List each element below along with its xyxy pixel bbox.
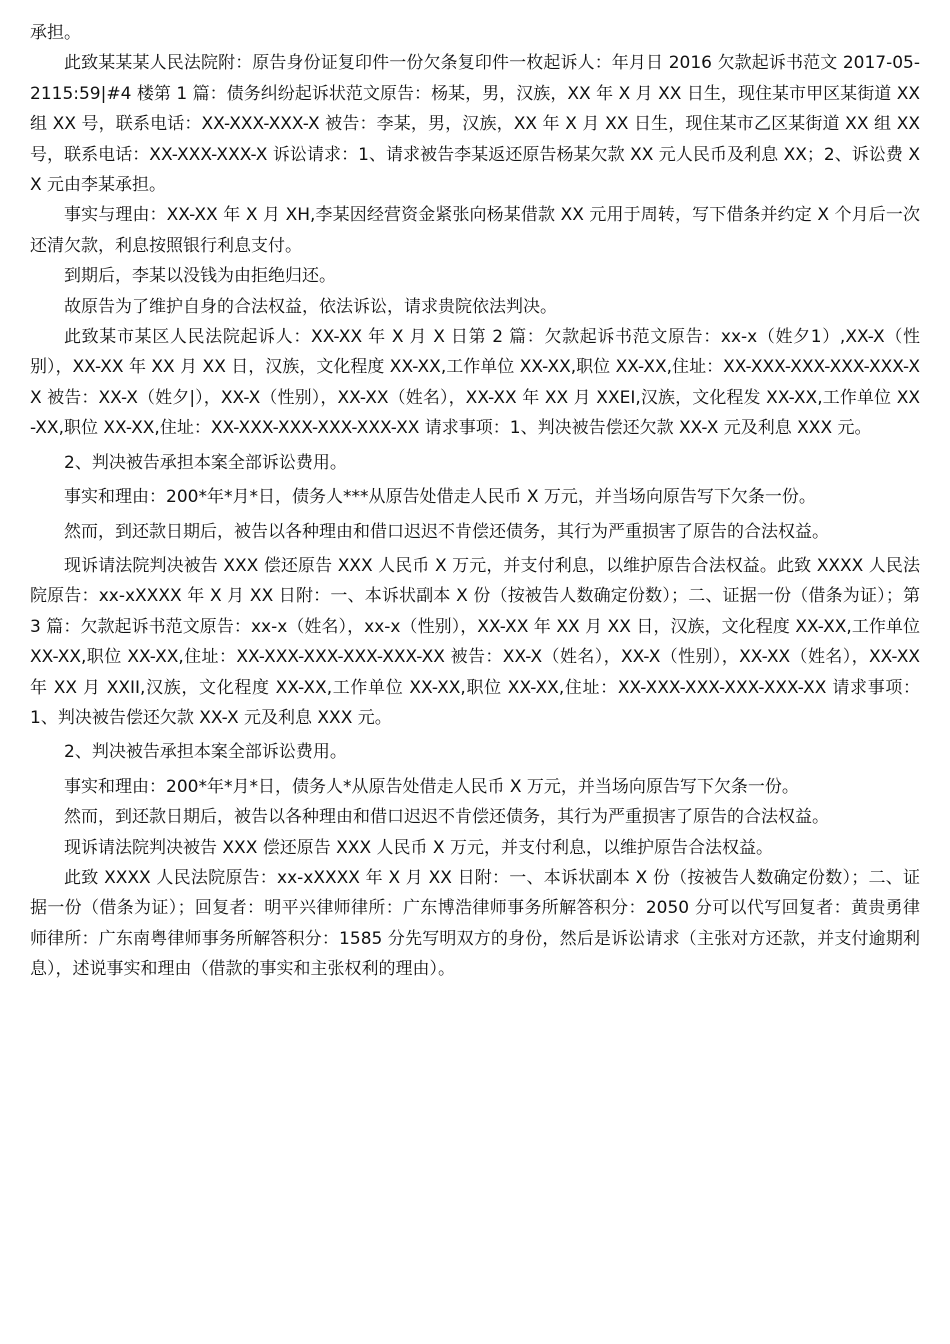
paragraph-8: 事实和理由：200*年*月*日，债务人***从原告处借走人民币 X 万元，并当场向原告写下欠条一份。 (64, 487, 816, 508)
paragraph-10: 现诉请法院判决被告 XXX 偿还原告 XXX 人民币 X 万元，并支付利息，以维护原告合法权益。此致 XXXX 人民法院原告：xx-xXXXX 年 X 月 XX 日附：一、本诉状副本 X 份（按被告人数确定份数）；二、证据一份（借条为证）；第 3 篇：欠款起诉书范文原告：xx-x（姓名），xx-x（性别），XX-XX 年 XX 月 XX 日，汉族，文化程度 XX-XX,工作单位 XX-XX,职位 XX-XX,住址：XX-XXX-XXX-XXX-XXX-XX 被告：XX-X（姓名），XX-X（性别），XX-XX（姓名），XX-XX 年 XX 月 XXII,汉族，文化程度 XX-XX,工作单位 XX-XX,职位 XX-XX,住址：XX-XXX-XXX-XXX-XXX-XX 请求事项：1、判决被告偿还欠款 XX-X 元及利息 XXX 元。 (30, 555, 920, 728)
paragraph-4: 到期后，李某以没钱为由拒绝归还。 (64, 266, 336, 287)
paragraph-11: 2、判决被告承担本案全部诉讼费用。 (64, 742, 347, 763)
paragraph-15: 此致 XXXX 人民法院原告：xx-xXXXX 年 X 月 XX 日附：一、本诉状副本 X 份（按被告人数确定份数）；二、证据一份（借条为证）；回复者：明平兴律师律所：广东博浩律师事务所解答积分：2050 分可以代写回复者：黄贵勇律师律所：广东南粤律师事务所解答积分：1585 分先写明双方的身份，然后是诉讼请求（主张对方还款，并支付逾期利息），述说事实和理由（借款的事实和主张权利的理由）。 (30, 867, 920, 980)
paragraph-7: 2、判决被告承担本案全部诉讼费用。 (64, 452, 347, 473)
paragraph-1: 承担。 (30, 23, 81, 43)
paragraph-13: 然而，到还款日期后，被告以各种理由和借口迟迟不肯偿还债务，其行为严重损害了原告的合法权益。 (64, 807, 829, 828)
paragraph-3: 事实与理由：XX-XX 年 X 月 XH,李某因经营资金紧张向杨某借款 XX 元用于周转，写下借条并约定 X 个月后一次还清欠款，利息按照银行利息支付。 (30, 205, 920, 256)
paragraph-6: 此致某市某区人民法院起诉人：XX-XX 年 X 月 X 日第 2 篇：欠款起诉书范文原告：xx-x（姓夕1）,XX-X（性别），XX-XX 年 XX 月 XX 日，汉族，文化程度 XX-XX,工作单位 XX-XX,职位 XX-XX,住址：XX-XXX-XXX-XXX-XXX-XX 被告：XX-X（姓夕|），XX-X（性别），XX-XX（姓名），XX-XX 年 XX 月 XXEI,汉族，文化程发 XX-XX,工作单位 XX-XX,职位 XX-XX,住址：XX-XXX-XXX-XXX-XXX-XX 请求事项：1、判决被告偿还欠款 XX-X 元及利息 XXX 元。 (30, 327, 920, 439)
paragraph-12: 事实和理由：200*年*月*日，债务人*从原告处借走人民币 X 万元，并当场向原告写下欠条一份。 (64, 776, 799, 797)
document-body (30, 18, 920, 985)
paragraph-2: 此致某某某人民法院附：原告身份证复印件一份欠条复印件一枚起诉人：年月日 2016 欠款起诉书范文 2017-05-2115:59|#4 楼第 1 篇：债务纠纷起诉状范文原告：杨某，男，汉族，XX 年 X 月 XX 日生，现住某市甲区某街道 XX 组 XX 号，联系电话：XX-XXX-XXX-X 被告：李某，男，汉族，XX 年 X 月 XX 日生，现住某市乙区某街道 XX 组 XX 号，联系电话：XX-XXX-XXX-X 诉讼请求：1、请求被告李某返还原告杨某欠款 XX 元人民币及利息 XX；2、诉讼费 XX 元由李某承担。 (30, 53, 920, 196)
paragraph-5: 故原告为了维护自身的合法权益，依法诉讼，请求贵院依法判决。 (64, 296, 557, 317)
paragraph-14: 现诉请法院判决被告 XXX 偿还原告 XXX 人民币 X 万元，并支付利息，以维护原告合法权益。 (64, 837, 773, 858)
paragraph-9: 然而，到还款日期后，被告以各种理由和借口迟迟不肯偿还债务，其行为严重损害了原告的合法权益。 (64, 521, 829, 542)
